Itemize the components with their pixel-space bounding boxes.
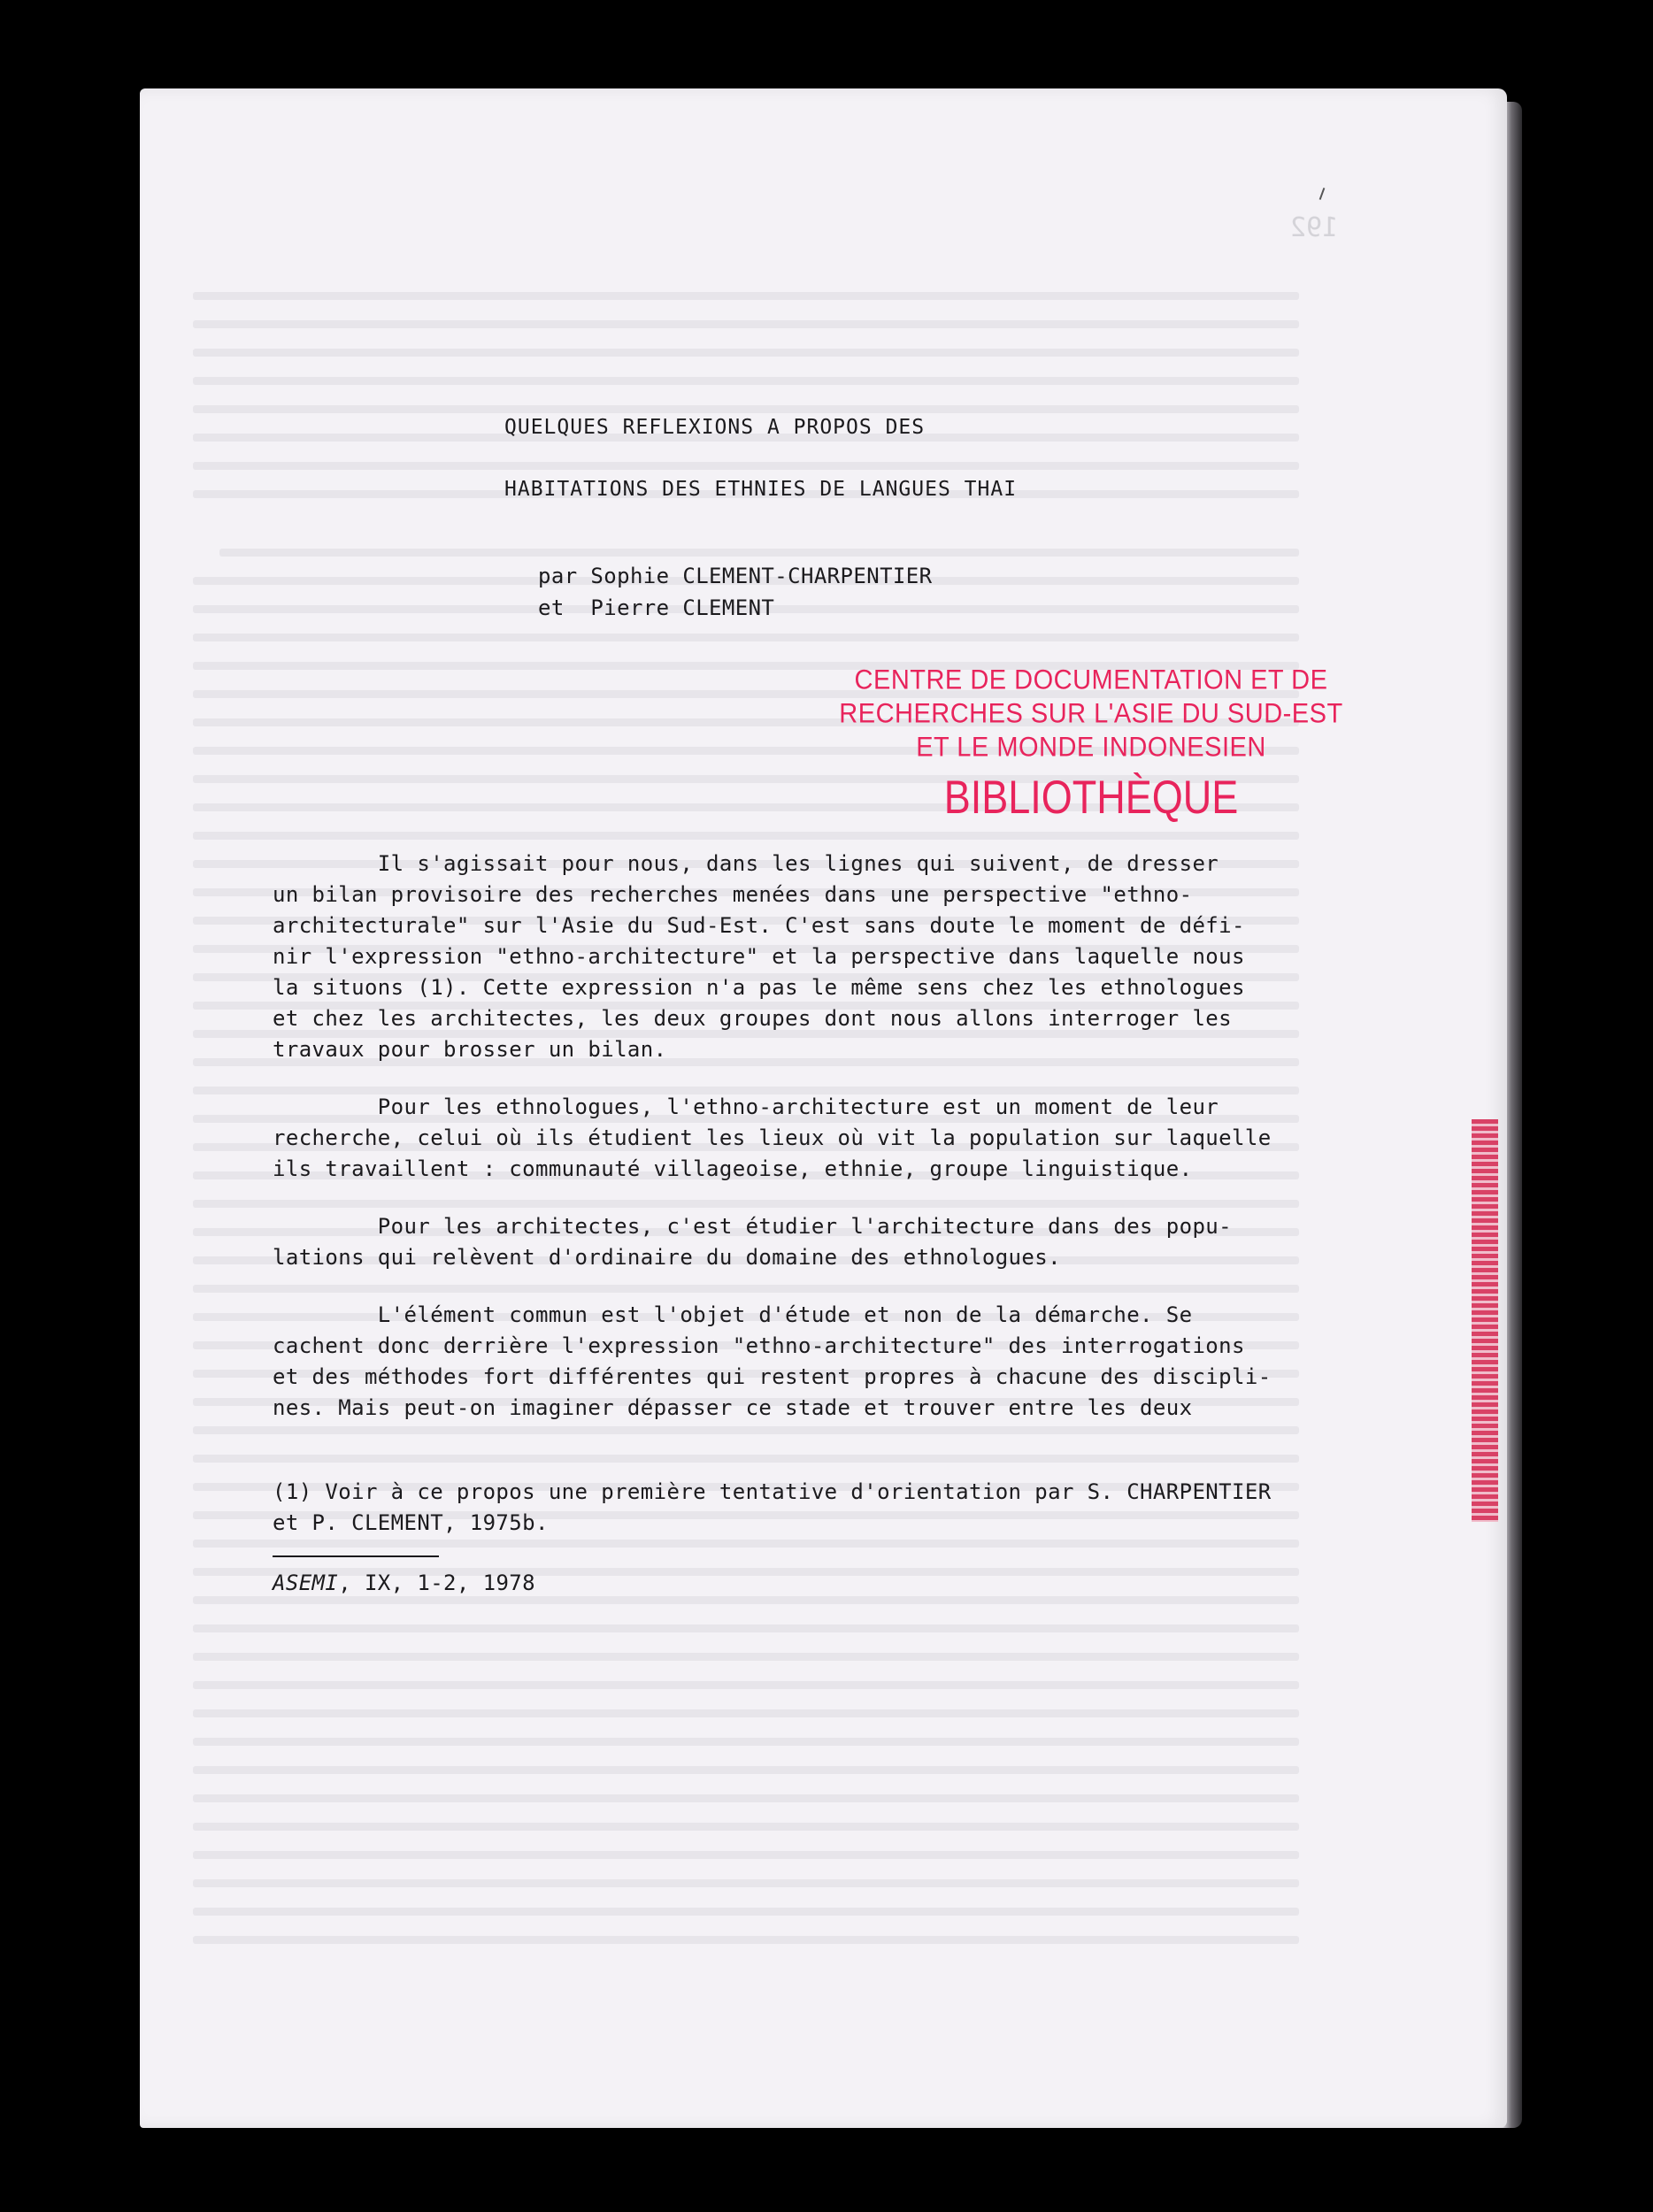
footnote-line: et P. CLEMENT, 1975b. [273, 1510, 549, 1535]
body-line: recherche, celui où ils étudient les lieux où vit la population sur laquelle [273, 1125, 1272, 1150]
body-line: Pour les ethnologues, l'ethno-architecture est un moment de leur [273, 1094, 1219, 1119]
body-line: cachent donc derrière l'expression "ethno-architecture" des interrogations [273, 1333, 1245, 1358]
body-line: et des méthodes fort différentes qui restent propres à chacune des discipli- [273, 1364, 1272, 1389]
body-line: lations qui relèvent d'ordinaire du domaine des ethnologues. [273, 1245, 1061, 1270]
document-page [140, 88, 1507, 2128]
stamp-line: RECHERCHES SUR L'ASIE DU SUD-EST [839, 698, 1343, 730]
footnote-rule [273, 1555, 439, 1557]
pencil-mark [1319, 188, 1326, 200]
body-line: architecturale" sur l'Asie du Sud-Est. C'est sans doute le moment de défi- [273, 913, 1245, 938]
body-line: la situons (1). Cette expression n'a pas le même sens chez les ethnologues [273, 975, 1245, 1000]
body-line: travaux pour brosser un bilan. [273, 1037, 667, 1062]
footnote-line: (1) Voir à ce propos une première tentative d'orientation par S. CHARPENTIER [273, 1479, 1272, 1504]
body-line: L'élément commun est l'objet d'étude et non de la démarche. Se [273, 1302, 1193, 1327]
journal-name: ASEMI [273, 1571, 339, 1595]
body-line: nes. Mais peut-on imaginer dépasser ce stade et trouver entre les deux [273, 1395, 1193, 1420]
stamp-library-label: BIBLIOTHÈQUE [943, 771, 1239, 824]
author-line: et Pierre CLEMENT [538, 595, 775, 620]
journal-citation [273, 1571, 535, 1595]
edge-stamp [1472, 1119, 1498, 1522]
verso-page-number: 192 [1290, 212, 1339, 243]
title-line: QUELQUES REFLEXIONS A PROPOS DES [504, 416, 926, 439]
body-line: nir l'expression "ethno-architecture" et la perspective dans laquelle nous [273, 944, 1245, 969]
body-line: un bilan provisoire des recherches menées dans une perspective "ethno- [273, 882, 1193, 907]
body-line: ils travaillent : communauté villageoise, ethnie, groupe linguistique. [273, 1156, 1193, 1181]
author-line: par Sophie CLEMENT-CHARPENTIER [538, 564, 933, 588]
stamp-line: CENTRE DE DOCUMENTATION ET DE [854, 664, 1328, 696]
journal-volume: , IX, 1-2, 1978 [338, 1571, 535, 1595]
stamp-line: ET LE MONDE INDONESIEN [916, 732, 1266, 764]
body-line: Il s'agissait pour nous, dans les lignes qui suivent, de dresser [273, 851, 1219, 876]
body-line: Pour les architectes, c'est étudier l'architecture dans des popu- [273, 1214, 1232, 1239]
title-line: HABITATIONS DES ETHNIES DE LANGUES THAI [504, 478, 1018, 501]
body-line: et chez les architectes, les deux groupes dont nous allons interroger les [273, 1006, 1232, 1031]
library-stamp [826, 664, 1357, 823]
